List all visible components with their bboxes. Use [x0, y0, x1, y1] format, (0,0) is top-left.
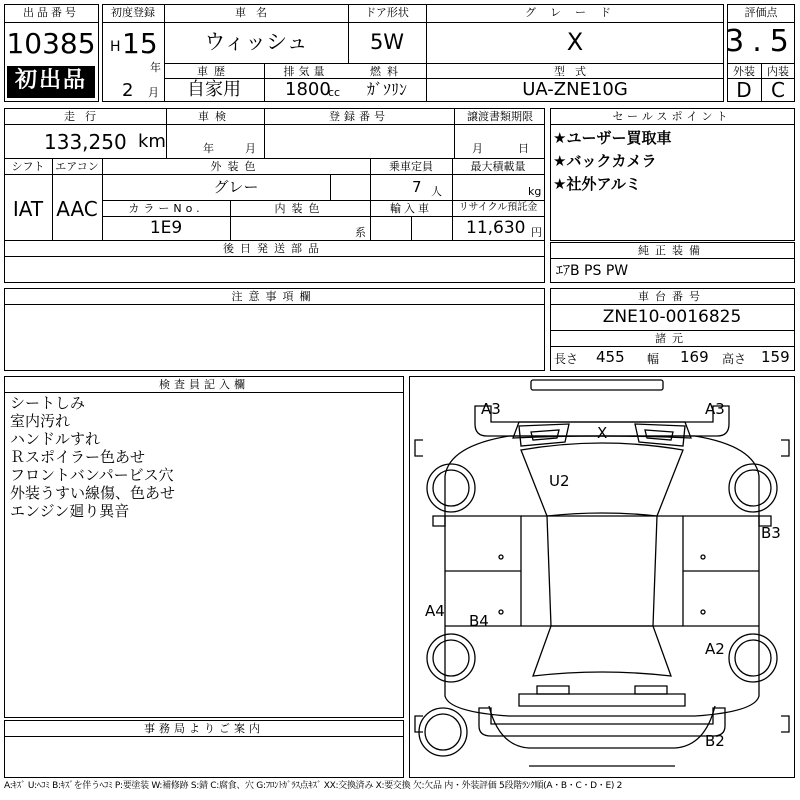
inspector-line-2: 室内汚れ	[10, 412, 71, 430]
model-label: 型式	[554, 65, 596, 78]
interior-color-label: 内装色	[274, 202, 326, 215]
sales-points-label: セールスポイント	[612, 110, 732, 123]
mark-b4: B4	[469, 612, 489, 630]
mark-a3-left: A3	[481, 400, 501, 418]
mileage-label: 走行	[64, 110, 106, 123]
inspection-year-unit: 年	[203, 142, 214, 155]
lot-number-label: 出品番号	[23, 6, 79, 19]
capacity-label: 乗車定員	[389, 160, 433, 173]
mark-x: X	[597, 424, 608, 442]
sales-point-1: ★ユーザー買取車	[553, 129, 672, 147]
door-type: 5W	[369, 30, 405, 54]
first-reg-year: 15	[122, 27, 158, 60]
transfer-day-unit: 日	[518, 142, 529, 155]
color-label: 外装色	[210, 160, 262, 173]
mark-b3: B3	[761, 524, 781, 542]
mark-b2: B2	[705, 732, 725, 750]
legend-text: A:ｷｽﾞ U:ﾍｺﾐ B:ｷｽﾞを伴うﾍｺﾐ P:要塗装 W:補修跡 S:錆 C:腐食、穴 G:ﾌﾛﾝﾄｶﾞﾗｽ点ｷｽﾞ XX:交換済み X:要交換 欠:欠品 内・外装評価 5段階ﾗﾝｸ順(A・B・C・D・E) 2	[4, 781, 623, 791]
import-label: 輸入車	[390, 202, 432, 215]
width-value: 169	[680, 348, 709, 366]
width-label: 幅	[647, 352, 660, 366]
dims-label: 諸元	[655, 332, 689, 345]
chassis-label: 車台番号	[638, 290, 706, 303]
sales-point-3: ★社外アルミ	[553, 175, 641, 193]
inspector-line-5: フロントバンパービス穴	[10, 466, 174, 484]
length-value: 455	[596, 348, 625, 366]
mileage-unit: km	[138, 131, 166, 152]
displacement-label: 排気量	[283, 65, 329, 78]
inspection-month-unit: 月	[245, 142, 256, 155]
length-label: 長さ	[554, 352, 579, 366]
later-parts-label: 後日発送部品	[223, 242, 325, 255]
model-value: UA-ZNE10G	[522, 79, 628, 100]
mileage-value: 133,250	[44, 130, 127, 154]
lot-number: 10385	[6, 27, 96, 60]
mark-a4: A4	[425, 602, 445, 620]
load-unit: kg	[528, 185, 542, 198]
fuel-value: ｶﾞｿﾘﾝ	[366, 80, 408, 99]
recycle-value: 11,630	[466, 218, 526, 238]
color-value: グレー	[213, 178, 259, 196]
displacement-value: 1800	[285, 79, 331, 100]
equipment-value: ｴｱB PS PW	[556, 263, 629, 279]
inspector-label: 検査員記入欄	[159, 378, 249, 391]
inspector-line-4: Ｒスポイラー色あせ	[10, 448, 146, 466]
interior-grade: C	[771, 78, 785, 102]
inspector-line-3: ハンドルすれ	[10, 430, 101, 448]
exterior-grade: D	[736, 78, 752, 102]
interior-color-unit: 系	[355, 226, 366, 239]
notes-label: 注意事項欄	[231, 290, 317, 303]
recycle-unit: 円	[531, 226, 542, 239]
month-unit: 月	[148, 86, 159, 99]
mark-a3-right: A3	[705, 400, 725, 418]
displacement-unit: cc	[328, 86, 341, 99]
load-label: 最大積載量	[470, 160, 526, 173]
car-diagram	[409, 376, 795, 778]
height-label: 高さ	[722, 352, 747, 366]
ac-value: AAC	[56, 197, 98, 221]
transfer-month-unit: 月	[472, 142, 483, 155]
history-label: 車歴	[197, 65, 231, 78]
sales-point-2: ★バックカメラ	[553, 152, 657, 170]
chassis-number: ZNE10-0016825	[602, 307, 742, 327]
grade-label: グレード	[525, 6, 625, 19]
color-no-value: 1E9	[149, 218, 183, 238]
exterior-grade-label: 外装	[733, 65, 755, 78]
inspector-line-1: シートしみ	[10, 394, 86, 412]
score-label: 評価点	[744, 6, 778, 19]
reg-no-label: 登録番号	[329, 110, 389, 123]
inspector-line-7: エンジン廻り異音	[10, 502, 130, 520]
inspector-line-6: 外装うすい線傷、色あせ	[10, 484, 176, 502]
shift-value: IAT	[12, 197, 44, 221]
car-name-label: 車名	[235, 6, 277, 19]
year-unit: 年	[150, 61, 161, 74]
interior-grade-label: 内装	[767, 65, 789, 78]
fuel-label: 燃料	[370, 65, 404, 78]
history-value: 自家用	[187, 79, 241, 100]
door-label: ドア形状	[365, 6, 409, 19]
score-value: 3.5	[725, 24, 797, 59]
height-value: 159	[761, 348, 790, 366]
grade-value: X	[566, 28, 584, 56]
equipment-label: 純正装備	[638, 244, 706, 257]
car-name: ウィッシュ	[204, 30, 308, 54]
first-reg-month: 2	[122, 80, 134, 101]
inspection-label: 車検	[198, 110, 232, 123]
mark-u2: U2	[549, 472, 570, 490]
recycle-label: リサイクル預託金	[458, 202, 538, 213]
mark-a2: A2	[705, 640, 725, 658]
color-no-label: カラーNo.	[128, 202, 204, 215]
shift-label: シフト	[11, 160, 45, 173]
era-label: H	[110, 39, 121, 55]
first-reg-label: 初度登録	[111, 6, 155, 19]
capacity-unit: 人	[431, 185, 442, 198]
ac-label: エアコン	[55, 160, 99, 173]
capacity-value: 7	[412, 178, 422, 196]
first-listing-badge: 初出品	[7, 66, 95, 98]
office-label: 事務局よりご案内	[144, 722, 264, 735]
transfer-label: 譲渡書類期限	[467, 110, 533, 123]
